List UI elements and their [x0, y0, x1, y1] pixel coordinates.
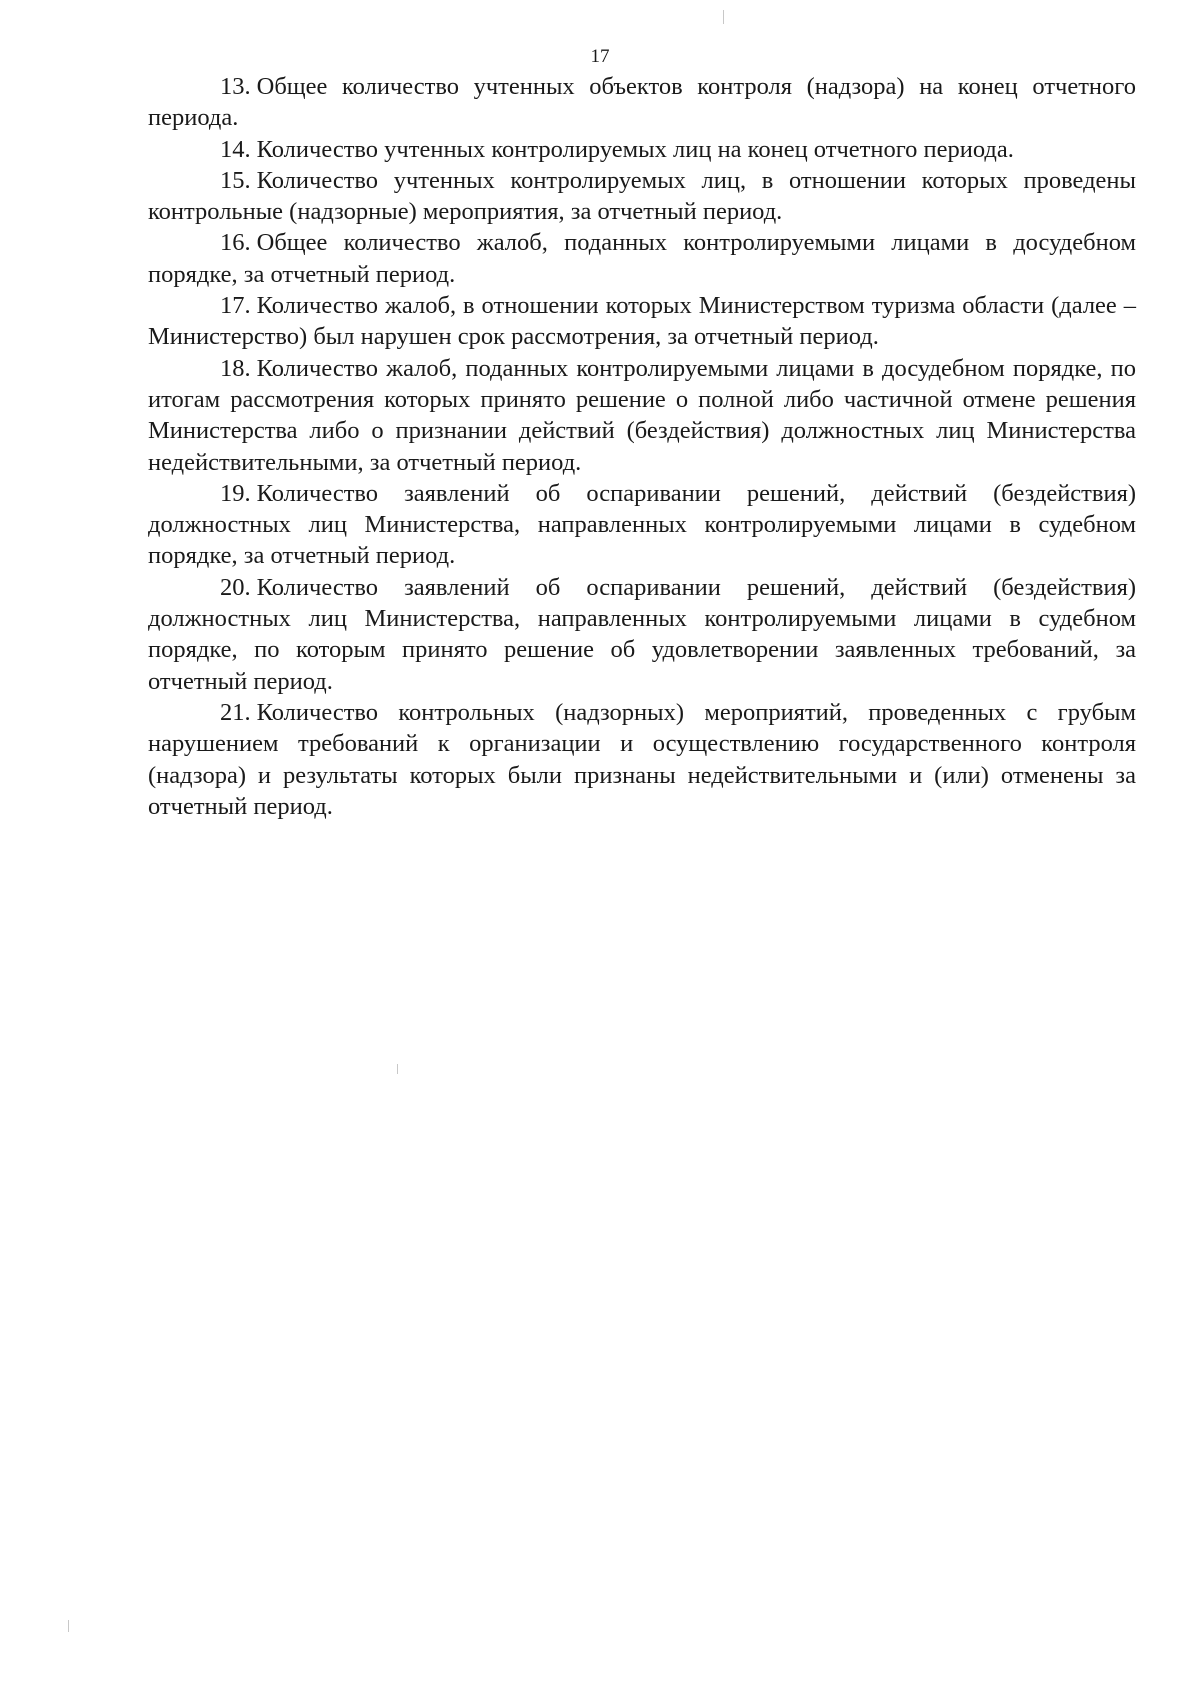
scan-artifact — [397, 1064, 398, 1074]
item-text: Количество контрольных (надзорных) мероприятий, проведенных с грубым нарушением требований к организации и осуществлению государственного контроля (надзора) и результаты которых были признаны недействительными и (или) отменены за отчетный период. — [148, 698, 1136, 820]
page-number: 17 — [590, 46, 610, 67]
item-text: Количество заявлений об оспаривании решений, действий (бездействия) должностных лиц Министерства, направленных контролируемыми лицами в судебном порядке, по которым принято решение об удовлетворении заявленных требований, за отчетный период. — [148, 573, 1136, 695]
scan-artifact — [723, 10, 724, 24]
item-text: Общее количество жалоб, поданных контролируемыми лицами в досудебном порядке, за отчетный период. — [148, 229, 1136, 288]
list-item — [148, 353, 1136, 478]
item-number: 19. — [220, 479, 251, 507]
list-item — [148, 227, 1136, 290]
item-number: 13. — [220, 73, 251, 100]
list-item — [148, 572, 1136, 697]
scan-artifact — [68, 1620, 69, 1632]
list-item — [148, 165, 1136, 228]
item-text: Количество жалоб, поданных контролируемыми лицами в досудебном порядке, по итогам рассмотрения которых принято решение о полной либо частичной отмене решения Министерства либо о признании действий (бездействия) должностных лиц Министерства недействительными, за отчетный период. — [148, 354, 1136, 476]
item-text: Количество учтенных контролируемых лиц на конец отчетного периода. — [256, 135, 1014, 163]
list-item — [148, 697, 1136, 822]
item-number: 14. — [220, 135, 251, 163]
list-item — [148, 478, 1136, 572]
list-item — [148, 134, 1136, 165]
document-body — [148, 71, 1136, 822]
item-number: 20. — [220, 573, 251, 601]
item-text: Количество заявлений об оспаривании решений, действий (бездействия) должностных лиц Министерства, направленных контролируемыми лицами в судебном порядке, за отчетный период. — [148, 479, 1136, 570]
list-item — [148, 71, 1136, 134]
item-text: Количество жалоб, в отношении которых Министерством туризма области (далее – Министерство) был нарушен срок рассмотрения, за отчетный период. — [148, 292, 1136, 351]
item-number: 15. — [220, 166, 251, 194]
item-number: 18. — [220, 354, 251, 382]
item-number: 16. — [220, 229, 251, 257]
item-number: 17. — [220, 292, 251, 320]
item-text: Общее количество учтенных объектов контроля (надзора) на конец отчетного периода. — [148, 73, 1136, 132]
list-item — [148, 290, 1136, 353]
item-text: Количество учтенных контролируемых лиц, в отношении которых проведены контрольные (надзорные) мероприятия, за отчетный период. — [148, 166, 1136, 226]
item-number: 21. — [220, 698, 251, 726]
